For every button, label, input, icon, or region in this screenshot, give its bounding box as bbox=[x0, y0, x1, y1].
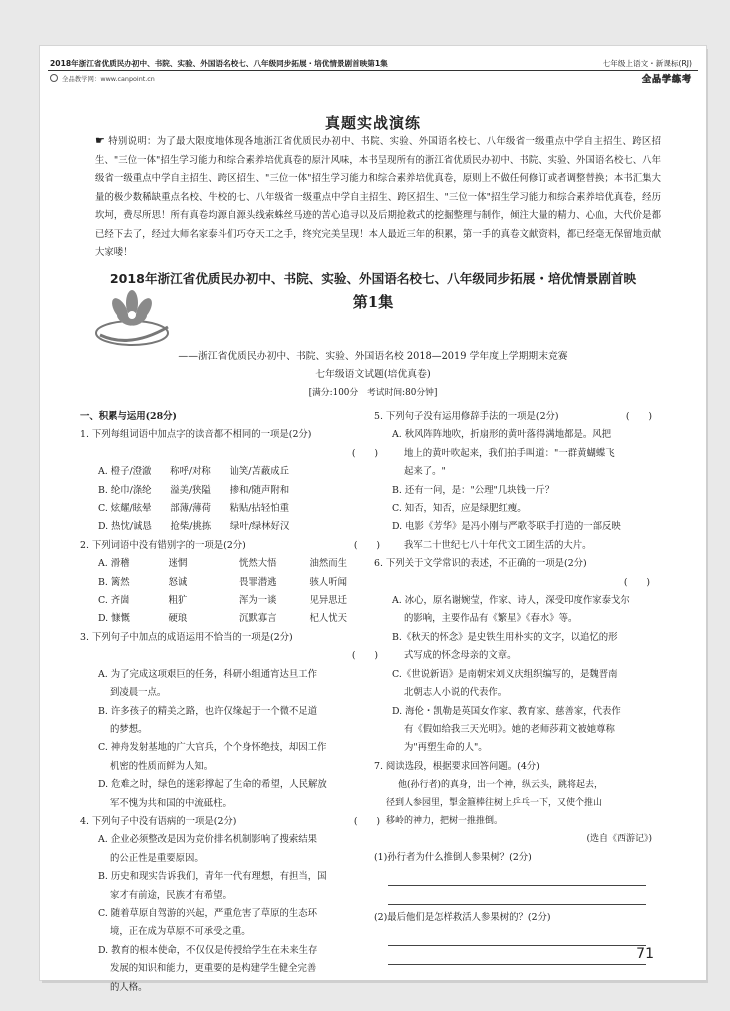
answer-paren: ( ) bbox=[351, 650, 378, 662]
question-stem: 7. 阅读选段，根据要求回答问题。(4分) bbox=[374, 760, 540, 772]
option: 硬琅 bbox=[168, 613, 188, 625]
question-text: 3. 下列句子中加点的成语运用不恰当的一项是(2分) bbox=[80, 631, 293, 643]
option: B. 纶巾/涤纶 溢美/狭隘 掺和/随声附和 bbox=[98, 484, 290, 496]
option: 怒诚 bbox=[168, 576, 188, 588]
page-number: 71 bbox=[636, 946, 654, 962]
option: D. 慷慨 bbox=[98, 613, 130, 625]
option: D. 危难之时，绿色的迷彩撑起了生命的希望，人民解放 bbox=[98, 779, 327, 791]
option: 油然而生 bbox=[309, 558, 348, 570]
option: C. 知否，知否，应是绿肥红瘦。 bbox=[392, 503, 527, 515]
option-cont: 家才有前途，民族才有希望。 bbox=[110, 889, 232, 901]
option-row bbox=[80, 555, 380, 573]
question-stem: 6. 下列关于文学常识的表述，不正确的一项是(2分) bbox=[374, 558, 587, 570]
option-cont: 发展的知识和能力，更重要的是构建学生健全完善 bbox=[110, 963, 317, 975]
option-row bbox=[80, 592, 380, 610]
brand-logo: 全品学练考 bbox=[641, 75, 692, 85]
option: 浑为一谈 bbox=[239, 595, 277, 607]
sub-question: (1)孙行者为什么推倒人参果树？(2分) bbox=[374, 851, 532, 863]
option: 迷惘 bbox=[168, 558, 188, 570]
answer-line[interactable] bbox=[388, 886, 646, 905]
exam-info: [满分:100分 考试时间:80分钟] bbox=[308, 388, 438, 398]
sub-question: (2)最后他们是怎样救活人参果树的？(2分) bbox=[374, 911, 551, 923]
option: A. 为了完成这项艰巨的任务，科研小组通宵达旦工作 bbox=[98, 668, 317, 680]
option: A. 冰心，原名谢婉莹，作家、诗人，深受印度作家泰戈尔 bbox=[392, 595, 630, 607]
option: A. 滑稽 bbox=[98, 558, 130, 570]
option: B. 历史和现实告诉我们，青年一代有理想，有担当，国 bbox=[98, 871, 327, 883]
question-stem: 1. 下列每组词语中加点字的读音都不相同的一项是(2分) bbox=[80, 429, 312, 441]
option-cont: 到凌晨一点。 bbox=[110, 687, 167, 699]
option-cont: 军不愧为共和国的中流砥柱。 bbox=[110, 797, 232, 809]
intro-paragraph bbox=[95, 132, 661, 263]
option-cont: 的影响，主要作品有《繁星》《春水》等。 bbox=[404, 613, 578, 625]
pointing-hand-icon: ☛ bbox=[95, 134, 105, 147]
running-header-left: 2018年浙江省优质民办初中、书院、实验、外国语名校七、八年级同步拓展・培优情景剧首映第1集 bbox=[50, 59, 388, 68]
answer-paren: ( ) bbox=[353, 539, 380, 551]
question-stem bbox=[80, 813, 380, 831]
question-text: 5. 下列句子没有运用修辞手法的一项是(2分) bbox=[374, 411, 559, 422]
document-page bbox=[40, 46, 706, 993]
option-cont: 起来了。" bbox=[404, 466, 446, 478]
site-url: 全品教学网：www.canpoint.cn bbox=[62, 75, 155, 83]
reading-passage: 他(孙行者)的真身，出一个神，纵云头，跳将起去， bbox=[398, 780, 604, 791]
option-cont: 的梦想。 bbox=[110, 723, 148, 735]
option-cont: 的人格。 bbox=[110, 981, 148, 993]
header-rule bbox=[48, 70, 698, 71]
option: 杞人忧天 bbox=[309, 613, 348, 625]
option-cont: 我军二十世纪七八十年代文工团生活的大片。 bbox=[404, 539, 592, 551]
option-cont: 机密的性质而鲜为人知。 bbox=[110, 760, 214, 772]
option: 粗犷 bbox=[168, 595, 188, 607]
answer-paren: ( ) bbox=[353, 815, 380, 827]
option: B. 还有一问，是："公理"几块钱一斤？ bbox=[392, 484, 555, 496]
option: B.《秋天的怀念》是史铁生用朴实的文字，以追忆的形 bbox=[392, 631, 618, 643]
option: B. 许多孩子的精美之路，也许仅缘起于一个微不足道 bbox=[98, 705, 318, 717]
option-cont: 地上的黄叶吹起来，我们拍手叫道："一群黄蝴蝶飞 bbox=[404, 447, 615, 459]
answer-paren: ( ) bbox=[351, 447, 378, 459]
option-cont: 北朝志人小说的代表作。 bbox=[404, 687, 508, 699]
question-stem bbox=[374, 408, 652, 426]
option-cont: 式写成的怀念母亲的文章。 bbox=[404, 650, 517, 662]
option-row bbox=[80, 610, 380, 628]
option-row bbox=[80, 574, 380, 592]
option: C. 炫耀/眩晕 部薄/薄荷 粘贴/拈轻怕重 bbox=[98, 503, 290, 515]
answer-line[interactable] bbox=[388, 946, 646, 965]
main-title: 2018年浙江省优质民办初中、书院、实验、外国语名校七、八年级同步拓展・培优情景剧首映 bbox=[109, 271, 637, 286]
question-text: 2. 下列词语中没有错别字的一项是(2分) bbox=[80, 539, 246, 551]
option: 畏罪潜逃 bbox=[239, 576, 277, 588]
option: C. 随着草原自驾游的兴起，严重危害了草原的生态环 bbox=[98, 907, 318, 919]
option: A. 企业必须整改是因为竞价排名机制影响了搜索结果 bbox=[98, 834, 317, 846]
option-cont: 有《假如给我三天光明》。她的老师莎莉文被她尊称 bbox=[404, 723, 615, 735]
intro-text: 特别说明：为了最大限度地体现各地浙江省优质民办初中、书院、实验、外国语名校七、八年级省一级重点中学自主招生、跨区招生、"三位一体"招生学习能力和综合素养培优真卷的原汁风味，本书呈现所有的浙江省优质民办初中、书院、实验、外国语名校七、八年级省一级重点中学自主招生、跨区招生、"三位一体"招生学习能力和综合素养培优真卷，原则上不做任何修订或者调整替换；本书汇集大量的极少数稀缺重点名校、牛校的七、八年级省一级重点中学自主招生、跨区招生、"三位一体"招生学习能力和综合素养培优真卷，经历坎坷，费尽所思！所有真卷均源自源头线索蛛丝马迹的苦心追寻以及后期抢救式的挖掘整理与制作，倾注大量的精力、心血，大代价是都已经下去了，经过大师名家泰斗们巧夺天工之手，终究完美呈现！本人最近三年的积累，第一手的真卷文献资料，都已经毫无保留地贡献大家喽！ bbox=[95, 136, 661, 258]
option: A. 橙子/澄澈 称呼/对称 讪笑/苫蔽成丘 bbox=[98, 466, 289, 478]
option: D. 教育的根本使命，不仅仅是传授给学生在未来生存 bbox=[98, 944, 318, 956]
site-logo-icon bbox=[50, 74, 58, 82]
option: 骇人听闻 bbox=[309, 576, 348, 588]
right-column bbox=[374, 408, 652, 965]
option: D. 热忱/诚恳 抢柴/挑拣 绿叶/绿林好汉 bbox=[98, 521, 290, 533]
option: C. 神舟发射基地的广大官兵，个个身怀绝技，却因工作 bbox=[98, 742, 327, 754]
option-cont: 为"再塑生命的人"。 bbox=[404, 742, 488, 754]
section-title: 真题实战演练 bbox=[324, 114, 421, 132]
question-stem bbox=[80, 537, 380, 555]
left-column bbox=[80, 408, 380, 997]
option: D. 电影《芳华》是冯小刚与严歌苓联手打造的一部反映 bbox=[392, 521, 621, 533]
section-heading: 一、积累与运用(28分) bbox=[80, 411, 177, 422]
option: 恍然大悟 bbox=[239, 558, 277, 570]
episode-title: 第1集 bbox=[352, 293, 394, 311]
answer-line[interactable] bbox=[388, 867, 646, 886]
exam-subtitle: ——浙江省优质民办初中、书院、实验、外国语名校 2018—2019 学年度上学期期末竞赛 bbox=[178, 351, 568, 362]
option: 沉默寡言 bbox=[239, 613, 277, 625]
answer-paren: ( ) bbox=[623, 576, 650, 588]
exam-title: 七年级语文试题(培优真卷) bbox=[315, 369, 431, 380]
answer-line[interactable] bbox=[388, 927, 646, 946]
option: A. 秋风阵阵地吹，折扇形的黄叶落得满地都是。风把 bbox=[392, 429, 611, 441]
option: 见异思迁 bbox=[309, 595, 348, 607]
option: C. 齐崮 bbox=[98, 595, 130, 607]
question-text: 4. 下列句子中没有语病的一项是(2分) bbox=[80, 815, 237, 827]
running-header-right: 七年级上语文・新课标(RJ) bbox=[602, 59, 692, 68]
question-stem bbox=[80, 629, 380, 647]
option-cont: 的公正性是重要原因。 bbox=[110, 852, 204, 864]
option: D. 海伦・凯勒是英国女作家、教育家、慈善家，代表作 bbox=[392, 705, 621, 717]
answer-paren: ( ) bbox=[625, 411, 652, 422]
reading-passage: 移岭的神力，把树一推推倒。 bbox=[386, 816, 504, 827]
reading-passage: 径到人参园里，掣金箍棒往树上乒乓一下，又使个推山 bbox=[386, 798, 603, 809]
option: B. 篱然 bbox=[98, 576, 130, 588]
passage-source: (选自《西游记》) bbox=[586, 834, 652, 845]
option: C.《世说新语》是南朝宋刘义庆组织编写的，是魏晋南 bbox=[392, 668, 618, 680]
option-cont: 境，正在成为草原不可承受之重。 bbox=[110, 926, 251, 938]
